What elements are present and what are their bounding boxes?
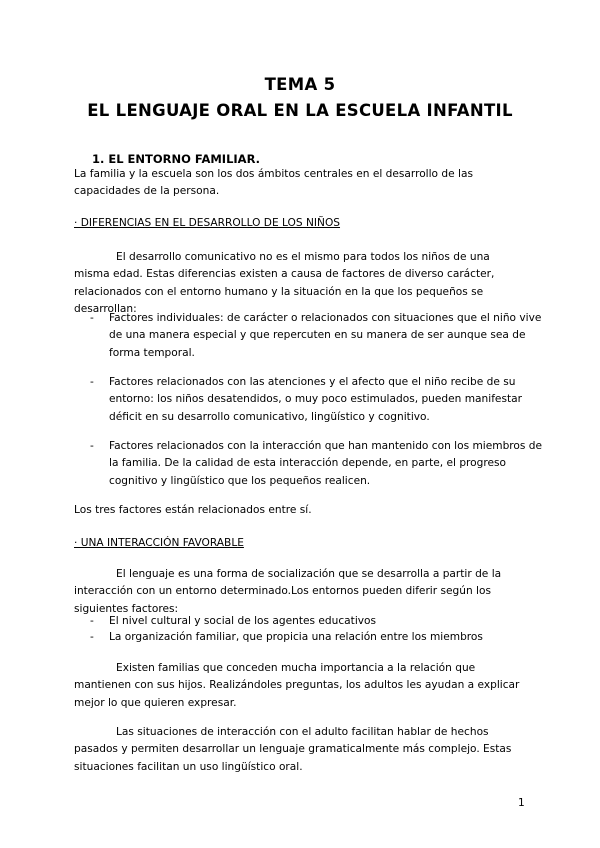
bullet-dash: - bbox=[90, 440, 94, 452]
bullet-text: La organización familiar, que propicia una relación entre los miembros bbox=[109, 631, 483, 643]
bullet-dash: - bbox=[90, 615, 94, 627]
subheading-diferencias: · DIFERENCIAS EN EL DESARROLLO DE LOS NIÑOS bbox=[74, 217, 341, 229]
section-intro: La familia y la escuela son los dos ámbitos centrales en el desarrollo de las capacidades de la persona. bbox=[74, 168, 473, 198]
bullet-dash: - bbox=[90, 631, 94, 643]
section-heading-entorno-familiar: 1. EL ENTORNO FAMILIAR. bbox=[92, 152, 261, 166]
bullet-text: Factores relacionados con la interacción que han mantenido con los miembros de la familia. De la calidad de esta interacción depende, en parte, el progreso cognitivo y lingüístico que los pequeños realicen. bbox=[109, 440, 543, 487]
bullet-dash: - bbox=[90, 312, 94, 324]
subheading-interaccion: · UNA INTERACCIÓN FAVORABLE bbox=[74, 537, 244, 549]
paragraph-diferencias: El desarrollo comunicativo no es el mismo para todos los niños de una misma edad. Estas diferencias existen a causa de factores de diverso carácter, relacionados con el entorno humano y la situación en la que los pequeños se desarrollan: bbox=[74, 251, 495, 315]
bullet-dash: - bbox=[90, 376, 94, 388]
page-title: EL LENGUAJE ORAL EN LA ESCUELA INFANTIL bbox=[87, 101, 513, 120]
paragraph-situaciones: Las situaciones de interacción con el adulto facilitan hablar de hechos pasados y permiten desarrollar un lenguaje gramaticalmente más complejo. Estas situaciones facilitan un uso lingüístico oral. bbox=[74, 726, 512, 773]
topic-number: TEMA 5 bbox=[264, 75, 336, 94]
paragraph-interaccion: El lenguaje es una forma de socialización que se desarrolla a partir de la interacción con un entorno determinado.Los entornos pueden diferir según los siguientes factores: bbox=[74, 568, 502, 615]
bullet-text: Factores individuales: de carácter o relacionados con situaciones que el niño vive de una manera especial y que repercuten en su manera de ser aunque sea de forma temporal. bbox=[109, 312, 542, 359]
bullet-text: El nivel cultural y social de los agentes educativos bbox=[109, 615, 377, 627]
page-number: 1 bbox=[518, 797, 525, 809]
bullet-text: Factores relacionados con las atenciones y el afecto que el niño recibe de su entorno: los niños desatendidos, o muy poco estimulados, pueden manifestar déficit en su desarrollo comunicativo, lingüístico y cognitivo. bbox=[109, 376, 522, 423]
closing-statement: Los tres factores están relacionados entre sí. bbox=[74, 504, 312, 516]
paragraph-familias: Existen familias que conceden mucha importancia a la relación que mantienen con sus hijos. Realizándoles preguntas, los adultos les ayudan a explicar mejor lo que quieren expresar. bbox=[74, 662, 520, 709]
